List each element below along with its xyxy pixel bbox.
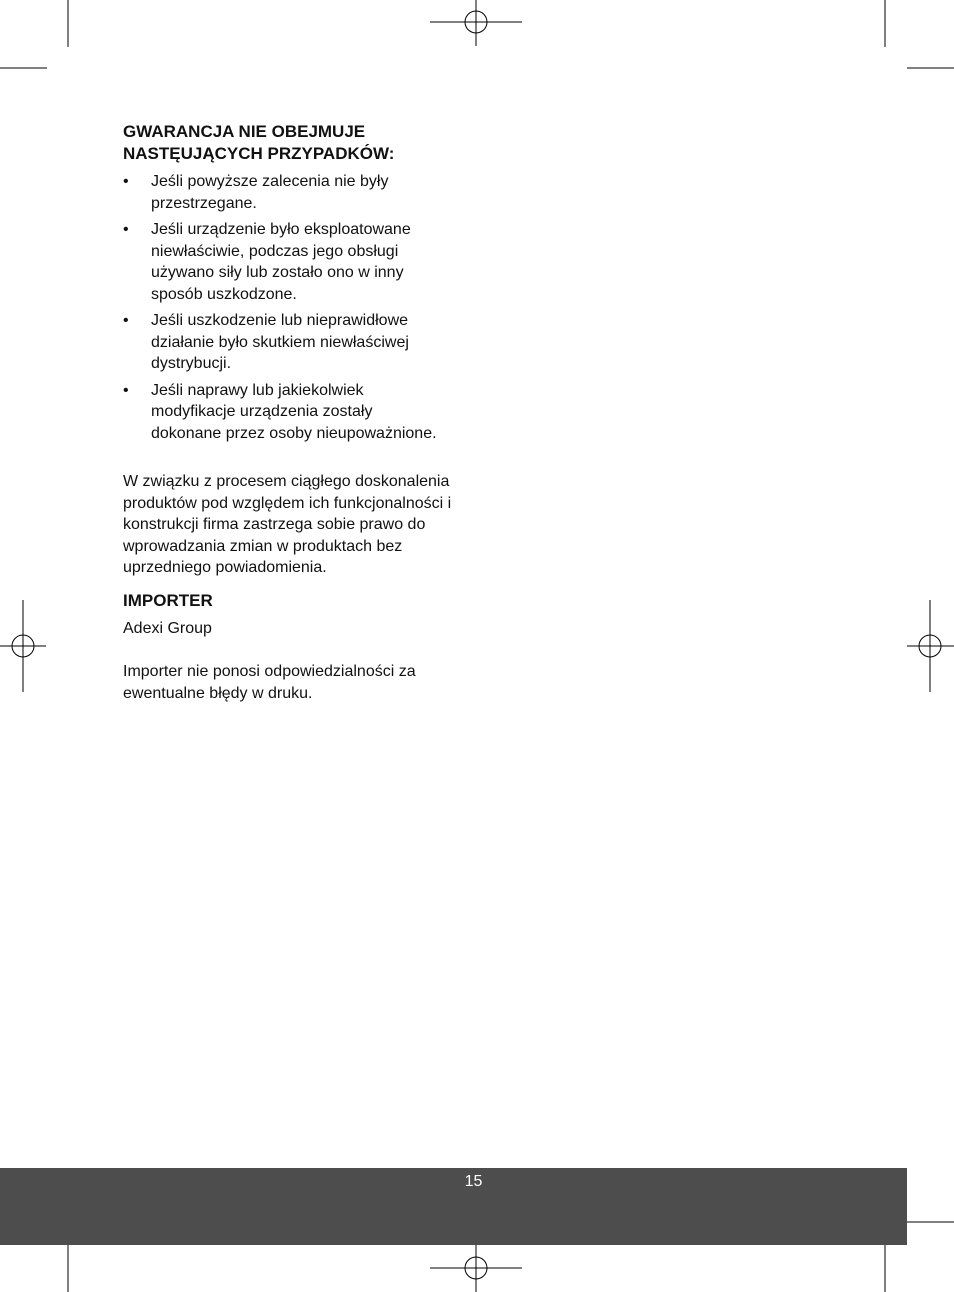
list-item-text: Jeśli powyższe zalecenia nie były przestrzegane. bbox=[151, 173, 389, 212]
page-content bbox=[123, 121, 468, 704]
warranty-exclusions-list bbox=[123, 171, 468, 444]
list-item bbox=[123, 219, 441, 305]
list-item-text: Jeśli naprawy lub jakiekolwiek modyfikacje urządzenia zostały dokonane przez osoby nieupoważnione. bbox=[151, 381, 437, 442]
registration-mark-right bbox=[907, 600, 954, 692]
page-number: 15 bbox=[464, 1173, 483, 1190]
list-item-text: Jeśli uszkodzenie lub nieprawidłowe działanie było skutkiem niewłaściwej dystrybucji. bbox=[151, 312, 409, 372]
bullet-glyph: • bbox=[123, 173, 129, 190]
bullet-glyph: • bbox=[123, 381, 129, 399]
list-item bbox=[123, 310, 441, 375]
registration-mark-left bbox=[0, 600, 46, 692]
importer-heading: IMPORTER bbox=[123, 590, 213, 610]
warranty-heading: GWARANCJA NIE OBEJMUJE NASTĘUJĄCYCH PRZYPADKÓW: bbox=[123, 122, 395, 163]
bullet-glyph: • bbox=[123, 312, 129, 329]
registration-mark-top bbox=[430, 0, 522, 46]
product-change-notice: W związku z procesem ciągłego doskonalenia produktów pod względem ich funkcjonalności i konstrukcji firma zastrzega sobie prawo do wprowadzania zmian w produktach bez uprzedniego powiadomienia. bbox=[123, 473, 452, 576]
list-item bbox=[123, 380, 441, 445]
list-item bbox=[123, 171, 441, 214]
bullet-glyph: • bbox=[123, 221, 129, 238]
list-item-text: Jeśli urządzenie było eksploatowane niewłaściwie, podczas jego obsługi używano siły lub zostało ono w inny sposób uszkodzone. bbox=[151, 221, 411, 303]
registration-mark-bottom bbox=[430, 1245, 522, 1292]
importer-company: Adexi Group bbox=[123, 619, 212, 637]
print-errors-disclaimer: Importer nie ponosi odpowiedzialności za ewentualne błędy w druku. bbox=[123, 663, 416, 702]
